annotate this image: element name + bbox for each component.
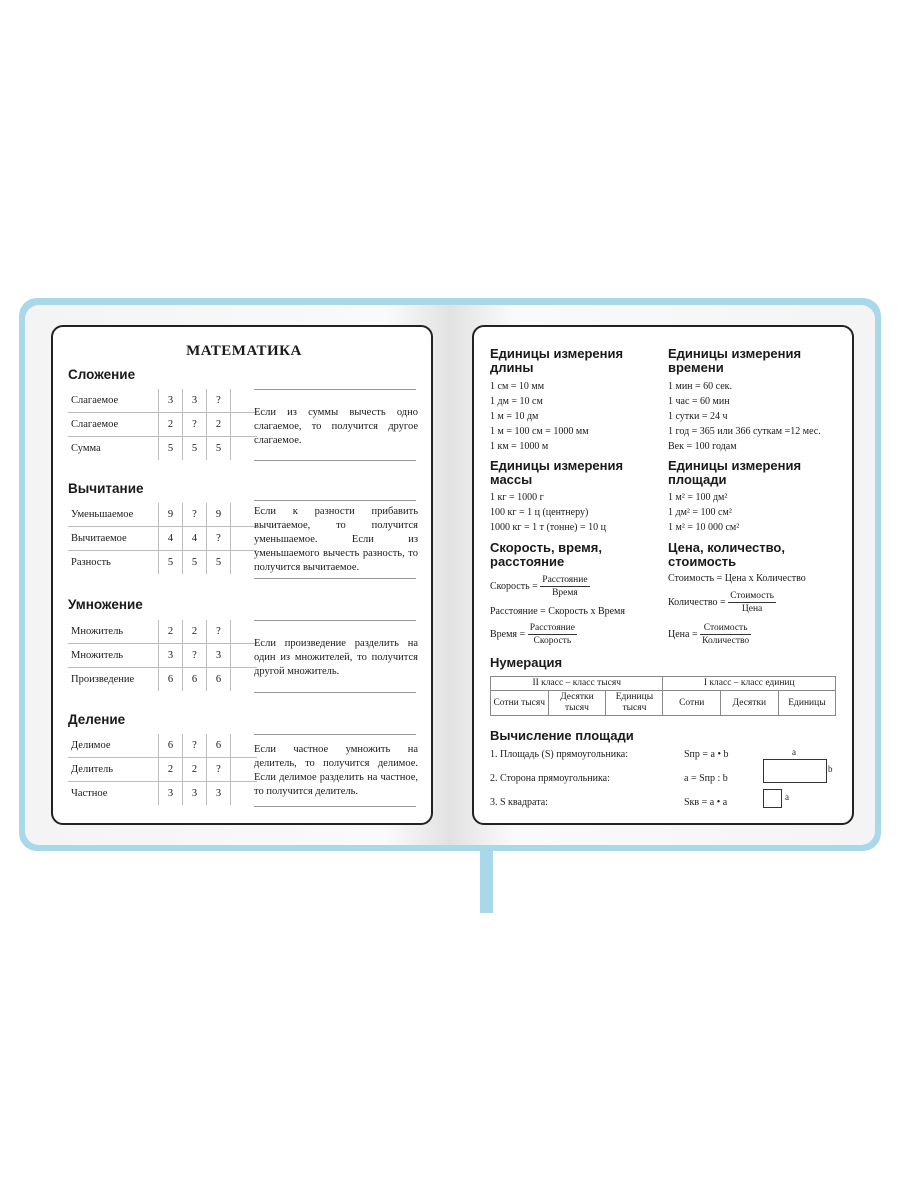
divider: [254, 620, 416, 621]
table-row: Множитель 2 2 ?: [68, 620, 257, 644]
mass-units-list: 1 кг = 1000 г 100 кг = 1 ц (центнеру) 1000 кг = 1 т (тонне) = 10 ц: [490, 492, 607, 533]
table-row: Слагаемое 2 ? 2: [68, 413, 257, 437]
divider: [254, 692, 416, 693]
table-row: Частное 3 3 3: [68, 782, 257, 806]
table-row: Произведение 6 6 6: [68, 668, 257, 692]
area-rect-formula: Sпр = a • b: [684, 749, 729, 760]
quantity-formula: Количество = $\frac{\text{Стоимость}}{\text{Цена}}$: [668, 591, 774, 614]
length-units-title: Единицы измерения длины: [490, 346, 624, 375]
division-table: [68, 734, 257, 805]
square-diagram: [763, 789, 782, 808]
speed-formula: Скорость = $\frac{\text{Расстояние}}{\text{Время}}$: [490, 575, 588, 598]
multiplication-table: [68, 620, 257, 691]
subtraction-rule-text: Если к разности прибавить вычитаемое, то получится уменьшаемое. Если из уменьшаемого вычесть разность, то получится вычитаемое.: [254, 506, 418, 573]
square-area-formula: Sкв = a • a: [684, 797, 728, 808]
multiplication-rule-text: Если произведение разделить на один из множителей, то получится другой множитель.: [254, 638, 418, 677]
subtraction-table: [68, 503, 257, 574]
section-title-addition: Сложение: [68, 367, 136, 382]
time-units-list: 1 мин = 60 сек. 1 час = 60 мин 1 сутки = 24 ч 1 год = 365 или 366 суткам =12 мес. Век = 100 годам: [668, 381, 821, 452]
table-row: Уменьшаемое 9 ? 9: [68, 503, 257, 527]
numeration-title: Нумерация: [490, 655, 563, 670]
length-units-list: 1 см = 10 мм 1 дм = 10 см 1 м = 10 дм 1 м = 100 см = 1000 мм 1 км = 1000 м: [490, 381, 589, 452]
divider: [254, 734, 416, 735]
divider: [254, 389, 416, 390]
table-row: Вычитаемое 4 4 ?: [68, 527, 257, 551]
area-rect-label: 1. Площадь (S) прямоугольника:: [490, 749, 629, 760]
table-row: Делитель 2 2 ?: [68, 758, 257, 782]
price-section-title: Цена, количество, стоимость: [668, 540, 785, 569]
rect-side-b-label: b: [828, 764, 833, 774]
table-row: Делимое 6 ? 6: [68, 734, 257, 758]
section-title-subtraction: Вычитание: [68, 481, 144, 496]
mass-units-title: Единицы измерения массы: [490, 458, 624, 487]
rectangle-diagram: [763, 759, 827, 783]
table-row: Сотни тысяч Десятки тысяч Единицы тысяч Сотни Десятки Единицы: [491, 691, 836, 716]
math-reference-panel: [51, 325, 433, 825]
numeration-table: [490, 676, 836, 716]
rect-side-formula: a = Sпр : b: [684, 773, 728, 784]
cost-formula: Стоимость = Цена х Количество: [668, 573, 806, 584]
table-row: II класс – класс тысяч I класс – класс единиц: [491, 677, 836, 691]
distance-formula: Расстояние = Скорость х Время: [490, 606, 625, 617]
addition-table: [68, 389, 257, 460]
table-row: Сумма 5 5 5: [68, 437, 257, 461]
units-reference-panel: [472, 325, 854, 825]
division-rule-text: Если частное умножить на делитель, то получится делимое. Если делимое разделить на частное, то получится делитель.: [254, 744, 418, 797]
rect-side-label: 2. Сторона прямоугольника:: [490, 773, 610, 784]
table-row: Слагаемое 3 3 ?: [68, 389, 257, 413]
divider: [254, 500, 416, 501]
area-units-title: Единицы измерения площади: [668, 458, 802, 487]
divider: [254, 460, 416, 461]
price-formula: Цена = $\frac{\text{Стоимость}}{\text{Количество}}$: [668, 623, 750, 646]
section-title-multiplication: Умножение: [68, 597, 143, 612]
square-area-label: 3. S квадрата:: [490, 797, 548, 808]
rect-side-a-label: a: [792, 747, 796, 757]
table-row: Разность 5 5 5: [68, 551, 257, 575]
table-row: Множитель 3 ? 3: [68, 644, 257, 668]
area-calc-title: Вычисление площади: [490, 728, 634, 743]
page-title: МАТЕМАТИКА: [186, 343, 302, 359]
square-side-a-label: a: [785, 792, 789, 802]
time-formula: Время = $\frac{\text{Расстояние}}{\text{Скорость}}$: [490, 623, 575, 646]
divider: [254, 578, 416, 579]
area-units-list: 1 м² = 100 дм² 1 дм² = 100 см² 1 м² = 10 000 см²: [668, 492, 740, 533]
section-title-division: Деление: [68, 712, 126, 727]
time-units-title: Единицы измерения времени: [668, 346, 802, 375]
speed-section-title: Скорость, время, расстояние: [490, 540, 602, 569]
divider: [254, 806, 416, 807]
bookmark-ribbon: [480, 845, 493, 913]
addition-rule-text: Если из суммы вычесть одно слагаемое, то получится другое слагаемое.: [254, 407, 418, 446]
